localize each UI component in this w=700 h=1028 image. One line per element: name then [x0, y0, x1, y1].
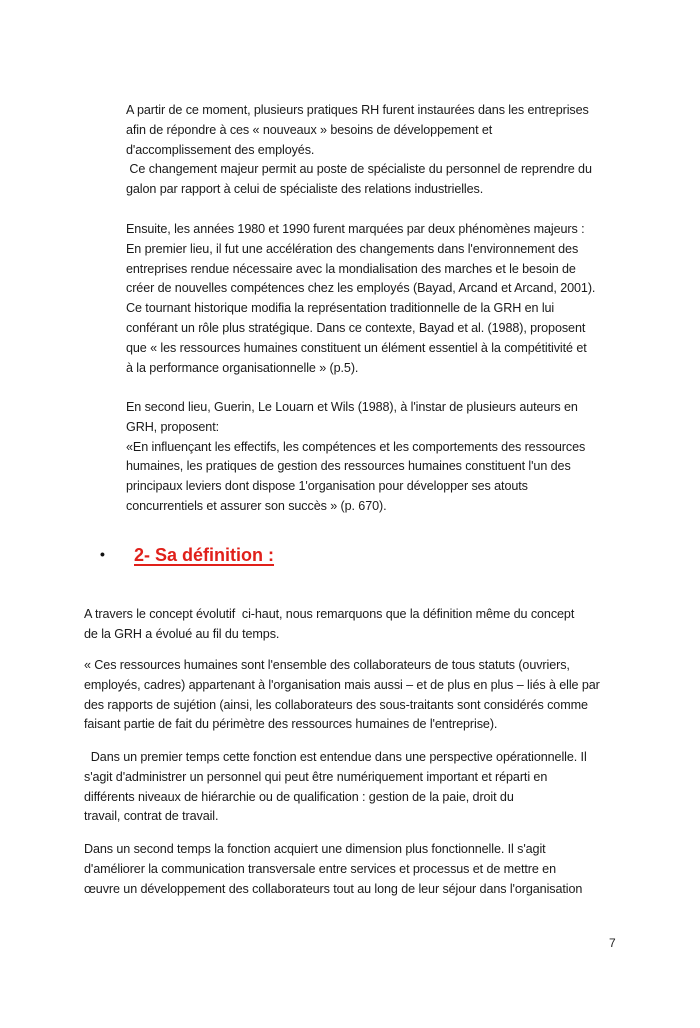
text-line: GRH, proposent: — [126, 419, 219, 434]
text-line: à la performance organisationnelle » (p.5). — [126, 360, 359, 375]
heading-text: 2- Sa définition : — [134, 545, 275, 565]
text-line: d'améliorer la communication transversale entre services et processus et de mettre en — [84, 861, 556, 876]
paragraph-second-point — [126, 398, 626, 517]
text-line: concurrentiels et assurer son succès » (p. 670). — [126, 498, 387, 513]
text-line: A partir de ce moment, plusieurs pratiques RH furent instaurées dans les entreprises — [126, 103, 589, 117]
paragraph-1980-1990 — [126, 220, 626, 378]
text-line: principaux leviers dont dispose 1'organisation pour développer ses atouts — [126, 479, 528, 494]
paragraph-rh-practices — [126, 101, 626, 200]
text-line: œuvre un développement des collaborateurs tout au long de leur séjour dans l'organisation — [84, 881, 583, 896]
text-line: Ensuite, les années 1980 et 1990 furent marquées par deux phénomènes majeurs : — [126, 222, 585, 236]
paragraph-functional — [84, 840, 624, 899]
text-line: s'agit d'administrer un personnel qui peut être numériquement important et réparti en — [84, 769, 548, 784]
text-line: Dans un second temps la fonction acquiert une dimension plus fonctionnelle. Il s'agit — [84, 842, 546, 856]
text-line: travail, contrat de travail. — [84, 809, 219, 824]
text-line: galon par rapport à celui de spécialiste des relations industrielles. — [126, 182, 484, 197]
text-line: employés, cadres) appartenant à l'organisation mais aussi – et de plus en plus – liés à elle par — [84, 677, 600, 692]
text-line: de la GRH a évolué au fil du temps. — [84, 626, 280, 641]
text-line: différents niveaux de hiérarchie ou de qualification : gestion de la paie, droit du — [84, 789, 514, 804]
text-line: humaines, les pratiques de gestion des ressources humaines constituent l'un des — [126, 459, 571, 474]
paragraph-definition-intro — [84, 605, 624, 645]
text-line: d'accomplissement des employés. — [126, 142, 315, 157]
text-line: faisant partie de fait du périmètre des ressources humaines de l'entreprise). — [84, 717, 498, 732]
text-line: En premier lieu, il fut une accélération des changements dans l'environnement des — [126, 241, 579, 256]
text-line: conférant un rôle plus stratégique. Dans ce contexte, Bayad et al. (1988), proposent — [126, 320, 586, 335]
text-line: afin de répondre à ces « nouveaux » besoins de développement et — [126, 122, 493, 137]
text-line: que « les ressources humaines constituent un élément essentiel à la compétitivité et — [126, 340, 587, 355]
text-line: En second lieu, Guerin, Le Louarn et Wils (1988), à l'instar de plusieurs auteurs en — [126, 400, 578, 414]
section-heading — [100, 545, 274, 566]
bullet-icon: • — [100, 546, 105, 562]
text-line: Dans un premier temps cette fonction est entendue dans une perspective opérationnelle. Il — [84, 750, 587, 764]
paragraph-operational — [84, 748, 624, 827]
text-line: «En influençant les effectifs, les compétences et les comportements des ressources — [126, 439, 586, 454]
text-line: Ce tournant historique modifia la représentation traditionnelle de la GRH en lui — [126, 301, 555, 316]
page-number: 7 — [609, 936, 616, 950]
text-line: « Ces ressources humaines sont l'ensemble des collaborateurs de tous statuts (ouvriers, — [84, 658, 570, 672]
text-line: créer de nouvelles compétences chez les employés (Bayad, Arcand et Arcand, 2001). — [126, 281, 596, 296]
text-line: Ce changement majeur permit au poste de spécialiste du personnel de reprendre du — [126, 162, 592, 177]
text-line: des rapports de sujétion (ainsi, les collaborateurs des sous-traitants sont considérés comme — [84, 697, 588, 712]
text-line: A travers le concept évolutif ci-haut, nous remarquons que la définition même du concept — [84, 607, 575, 621]
paragraph-quote-definition — [84, 656, 624, 735]
text-line: entreprises rendue nécessaire avec la mondialisation des marches et le besoin de — [126, 261, 576, 276]
